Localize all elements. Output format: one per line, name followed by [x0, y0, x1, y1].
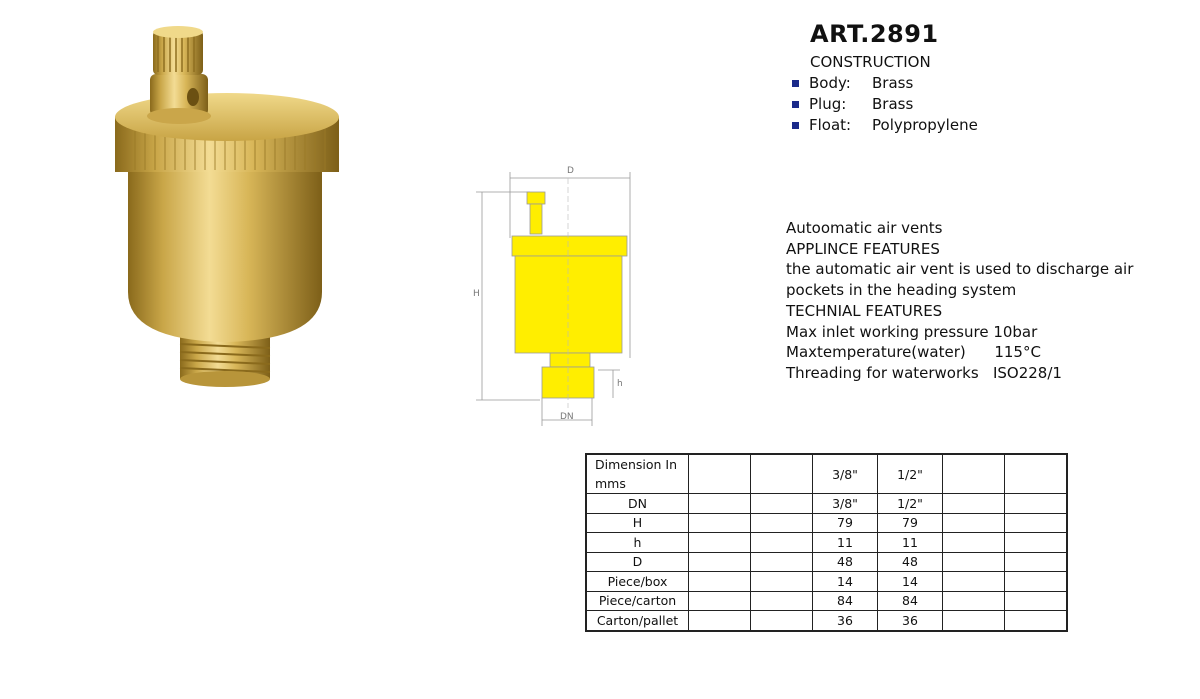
- description-line: Maxtemperature(water) 115°C: [786, 343, 1041, 362]
- row-value: 11: [878, 533, 943, 553]
- row-value: 14: [813, 572, 878, 592]
- empty-cell: [689, 572, 751, 592]
- row-value: 1/2": [878, 494, 943, 514]
- description-line: Threading for waterworks ISO228/1: [786, 363, 1062, 382]
- empty-cell: [751, 494, 813, 514]
- construction-heading: CONSTRUCTION: [810, 53, 931, 71]
- description-line: Autoomatic air vents: [786, 219, 943, 237]
- empty-cell: [1005, 454, 1068, 494]
- bullet-icon: [792, 122, 799, 129]
- row-value: 79: [878, 513, 943, 533]
- row-value: 48: [813, 552, 878, 572]
- row-label: Piece/carton: [586, 591, 689, 611]
- table-row: [586, 572, 1067, 592]
- technical-drawing: [470, 158, 640, 428]
- drawing-label-h-major: H: [473, 289, 480, 299]
- empty-cell: [1005, 572, 1068, 592]
- empty-cell: [1005, 552, 1068, 572]
- row-value: 84: [813, 591, 878, 611]
- dimension-table: [585, 453, 1068, 632]
- empty-cell: [689, 552, 751, 572]
- spec-key: Body:: [809, 74, 851, 92]
- description-line: the automatic air vent is used to discharge air: [786, 260, 1134, 279]
- empty-cell: [943, 552, 1005, 572]
- table-header-col2: 1/2": [878, 454, 943, 494]
- description-line: APPLINCE FEATURES: [786, 239, 940, 258]
- table-row: [586, 494, 1067, 514]
- spec-key: Float:: [809, 116, 852, 134]
- table-row: [586, 591, 1067, 611]
- row-label: DN: [586, 494, 689, 514]
- row-label: D: [586, 552, 689, 572]
- empty-cell: [1005, 513, 1068, 533]
- empty-cell: [943, 454, 1005, 494]
- row-label: H: [586, 513, 689, 533]
- spec-row-float: [792, 116, 978, 134]
- empty-cell: [689, 454, 751, 494]
- table-row: [586, 513, 1067, 533]
- empty-cell: [1005, 611, 1068, 631]
- spec-key: Plug:: [809, 95, 847, 113]
- empty-cell: [689, 591, 751, 611]
- empty-cell: [943, 494, 1005, 514]
- empty-cell: [751, 611, 813, 631]
- empty-cell: [751, 513, 813, 533]
- description-block: [786, 218, 1133, 384]
- spec-value: Brass: [872, 95, 914, 113]
- empty-cell: [1005, 494, 1068, 514]
- empty-cell: [751, 454, 813, 494]
- empty-cell: [943, 591, 1005, 611]
- empty-cell: [689, 513, 751, 533]
- spec-row-plug: [792, 95, 913, 113]
- empty-cell: [1005, 591, 1068, 611]
- description-line: TECHNIAL FEATURES: [786, 301, 943, 320]
- row-value: 79: [813, 513, 878, 533]
- table-row: [586, 611, 1067, 631]
- product-photo: [100, 22, 360, 392]
- empty-cell: [1005, 533, 1068, 553]
- bullet-icon: [792, 80, 799, 87]
- empty-cell: [943, 513, 1005, 533]
- empty-cell: [689, 494, 751, 514]
- spec-value: Brass: [872, 74, 914, 92]
- row-value: 14: [878, 572, 943, 592]
- row-value: 36: [878, 611, 943, 631]
- row-value: 48: [878, 552, 943, 572]
- empty-cell: [751, 552, 813, 572]
- spec-value: Polypropylene: [872, 116, 978, 134]
- article-title: ART.2891: [810, 20, 939, 48]
- empty-cell: [943, 572, 1005, 592]
- empty-cell: [943, 611, 1005, 631]
- row-value: 11: [813, 533, 878, 553]
- row-value: 36: [813, 611, 878, 631]
- description-line: Max inlet working pressure 10bar: [786, 322, 1038, 341]
- bullet-icon: [792, 101, 799, 108]
- empty-cell: [689, 533, 751, 553]
- table-header-label: Dimension In mms: [586, 454, 689, 494]
- row-label: h: [586, 533, 689, 553]
- row-value: 84: [878, 591, 943, 611]
- row-value: 3/8": [813, 494, 878, 514]
- table-header-row: [586, 454, 1067, 494]
- empty-cell: [751, 591, 813, 611]
- table-header-col1: 3/8": [813, 454, 878, 494]
- spec-row-body: [792, 74, 913, 92]
- drawing-label-dn: DN: [560, 412, 574, 422]
- row-label: Carton/pallet: [586, 611, 689, 631]
- empty-cell: [943, 533, 1005, 553]
- table-row: [586, 552, 1067, 572]
- empty-cell: [751, 533, 813, 553]
- row-label: Piece/box: [586, 572, 689, 592]
- drawing-label-h-minor: h: [617, 379, 623, 389]
- table-row: [586, 533, 1067, 553]
- empty-cell: [751, 572, 813, 592]
- empty-cell: [689, 611, 751, 631]
- drawing-label-d: D: [567, 166, 574, 176]
- description-line: pockets in the heading system: [786, 281, 1017, 300]
